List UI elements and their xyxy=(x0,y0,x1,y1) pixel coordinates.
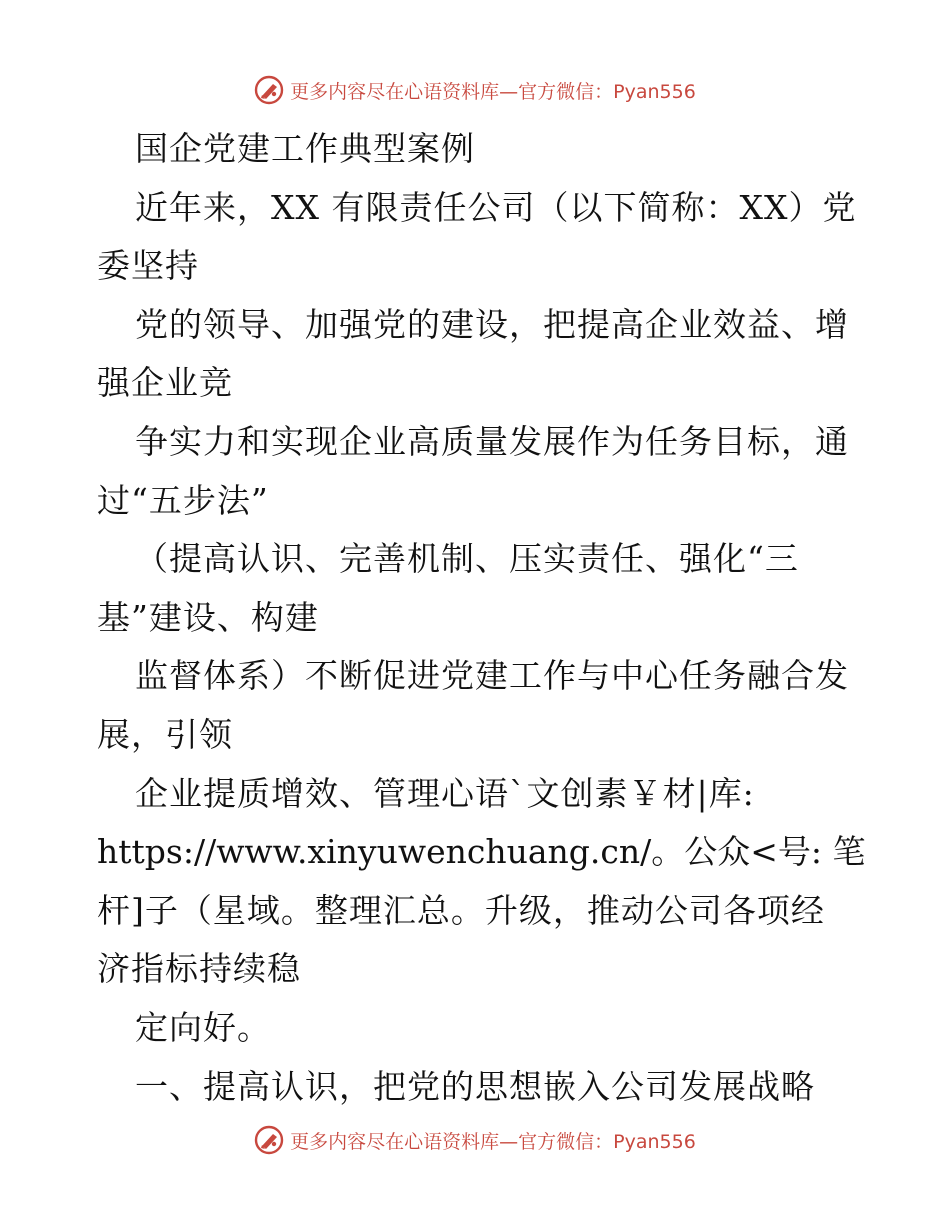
brand-logo-icon xyxy=(254,75,284,105)
paragraph-line: 党的领导、加强党的建设，把提高企业效益、增 xyxy=(135,304,849,344)
paragraph-line: 济指标持续稳 xyxy=(97,949,301,989)
paragraph-line: 过“五步法” xyxy=(97,480,269,520)
document-title: 国企党建工作典型案例 xyxy=(135,129,475,168)
paragraph-line: 杆]子（星域。整理汇总。升级，推动公司各项经 xyxy=(97,890,825,930)
footer-watermark-text: 更多内容尽在心语资料库—官方微信：Pyan556 xyxy=(290,1130,696,1153)
paragraph-line: （提高认识、完善机制、压实责任、强化“三 xyxy=(135,539,799,579)
section-heading: 一、提高认识，把党的思想嵌入公司发展战略 xyxy=(135,1066,815,1106)
paragraph-line: 监督体系）不断促进党建工作与中心任务融合发 xyxy=(135,656,849,696)
footer-watermark-banner xyxy=(0,1120,950,1160)
paragraph-line-url: https://www.xinyuwenchuang.cn/。公众<号: 笔 xyxy=(97,832,866,872)
paragraph-line: 企业提质增效、管理心语`文创素￥材|库: xyxy=(135,773,755,813)
document-body xyxy=(97,120,867,1116)
header-watermark-text: 更多内容尽在心语资料库—官方微信：Pyan556 xyxy=(290,80,696,103)
paragraph-line: 委坚持 xyxy=(97,246,199,286)
paragraph-line: 基”建设、构建 xyxy=(97,597,319,637)
paragraph-line: 争实力和实现企业高质量发展作为任务目标，通 xyxy=(135,421,849,461)
paragraph-line: 展，引领 xyxy=(97,714,233,754)
paragraph-line: 强企业竞 xyxy=(97,363,233,403)
brand-logo-icon xyxy=(254,1125,284,1155)
paragraph-line: 定向好。 xyxy=(135,1007,271,1047)
paragraph-line: 近年来，XX 有限责任公司（以下简称：XX）党 xyxy=(135,187,857,227)
header-watermark-banner xyxy=(0,70,950,110)
